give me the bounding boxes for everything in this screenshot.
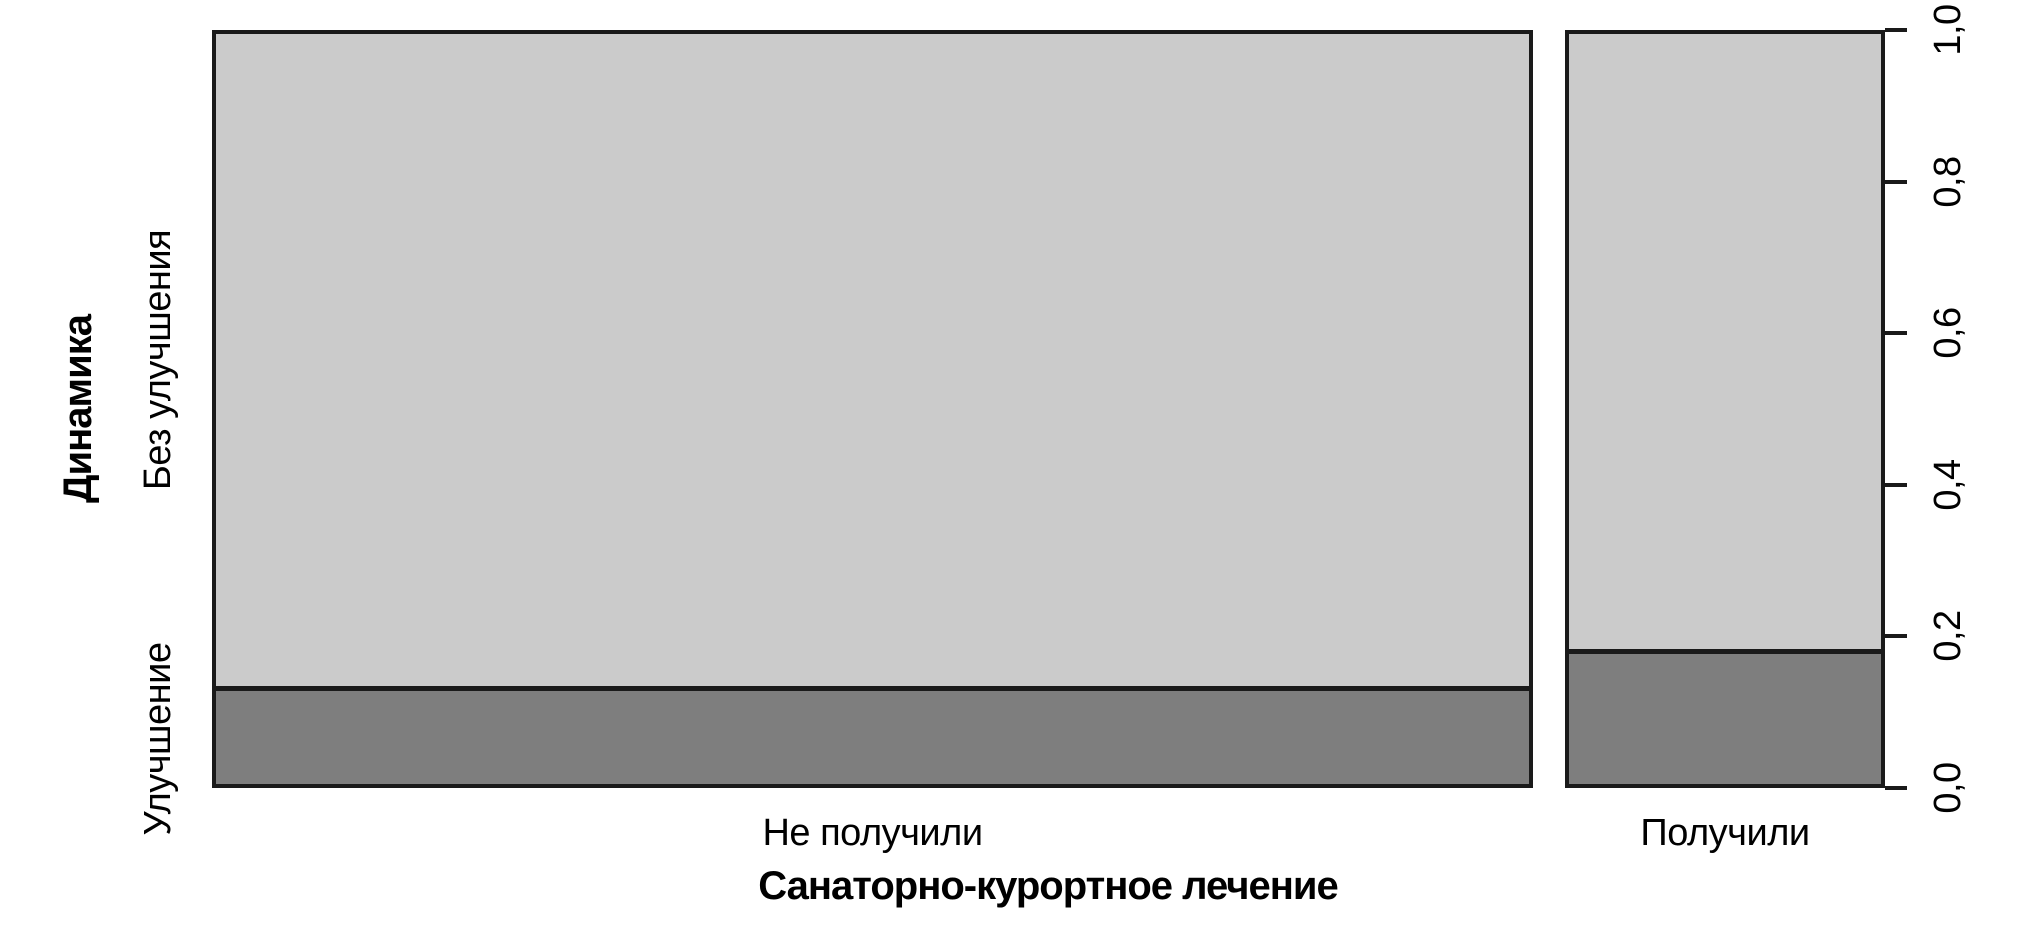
mosaic-bar-1	[1565, 30, 1885, 788]
y-axis-tick-label-5: 1,0	[1927, 4, 1969, 56]
y-axis-tick-3	[1885, 331, 1907, 335]
mosaic-bar-0	[212, 30, 1533, 788]
y-axis-tick-2	[1885, 483, 1907, 487]
mosaic-segment-0-0	[216, 686, 1529, 784]
y-axis-title: Динамика	[56, 315, 100, 503]
y-axis-tick-label-4: 0,8	[1927, 155, 1969, 208]
y-category-label-1: Без улучшения	[137, 229, 179, 490]
x-category-label-1: Получили	[1640, 812, 1810, 854]
x-category-label-0: Не получили	[762, 812, 983, 854]
y-axis-tick-5	[1885, 28, 1907, 32]
y-axis-tick-4	[1885, 180, 1907, 184]
y-axis-tick-label-1: 0,2	[1927, 610, 1969, 663]
y-category-label-0: Улучшение	[137, 642, 179, 836]
y-axis-tick-label-0: 0,0	[1927, 762, 1969, 814]
mosaic-segment-1-0	[1569, 649, 1881, 784]
y-axis-tick-0	[1885, 786, 1907, 790]
x-axis-title: Санаторно-курортное лечение	[758, 864, 1338, 908]
y-axis-tick-label-3: 0,6	[1927, 307, 1969, 359]
y-axis-tick-label-2: 0,4	[1927, 459, 1969, 511]
y-axis-tick-1	[1885, 634, 1907, 638]
